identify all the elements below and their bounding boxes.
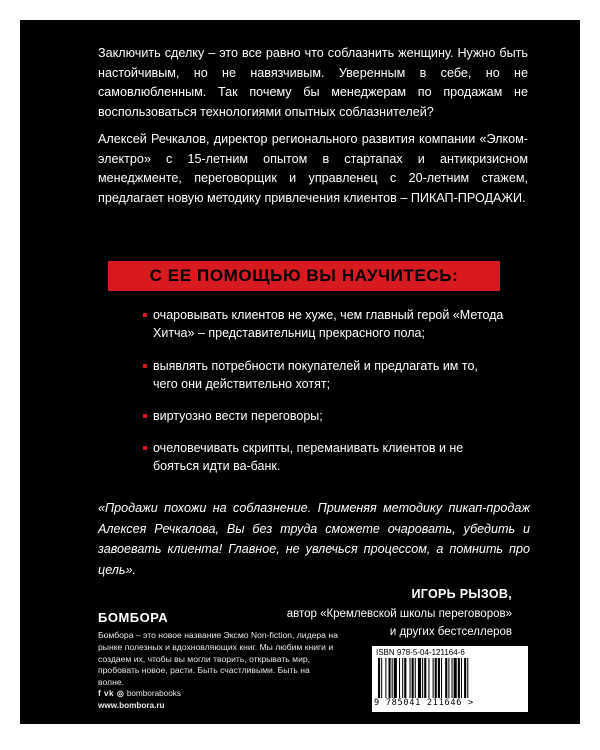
list-item [145, 407, 505, 425]
barcode-bar [418, 658, 421, 698]
social-handle: bomborabooks [126, 689, 181, 698]
list-item [145, 439, 505, 475]
publisher-logo: БОМБОРА [98, 610, 169, 625]
endorsement-quote: «Продажи похожи на соблазнение. Применяя методику пикап-продаж Алексея Речкалова, Вы без труда сможете очаровать, убедить и завоевать клиента! Главное, не увлечься процессом, а помнить про цель». [98, 501, 530, 577]
barcode-bar [385, 658, 386, 698]
barcode-bar [454, 658, 457, 698]
barcode-bar [448, 658, 449, 698]
barcode-bar [404, 658, 406, 698]
barcode-bar [458, 658, 460, 698]
intro-text [98, 44, 528, 208]
barcode-bar [452, 658, 453, 698]
barcode-bar [378, 658, 380, 698]
social-links [98, 688, 181, 699]
barcode-bar [412, 658, 414, 698]
barcode-bar [415, 658, 416, 698]
barcode-bar [392, 658, 393, 698]
barcode-digits: 9 785041 211646 > [374, 698, 474, 708]
barcode-bar [410, 658, 411, 698]
barcode-bar [394, 658, 397, 698]
barcode-bar [464, 658, 466, 698]
list-item-text: очеловечивать скрипты, переманивать клиентов и не бояться идти ва-банк. [153, 441, 464, 473]
red-square-bullet-icon [143, 446, 147, 450]
list-item [145, 357, 505, 393]
skills-banner: С ЕЕ ПОМОЩЬЮ ВЫ НАУЧИТЕСЬ: [108, 261, 500, 291]
social-icons: f vk ◎ [98, 689, 125, 698]
list-item-text: выявлять потребности покупателей и предлагать им то, чего они действительно хотят; [153, 359, 478, 391]
list-item-text: очаровывать клиентов не хуже, чем главный герой «Метода Хитча» – представительниц прекрасного пола; [153, 308, 504, 340]
list-item-text: виртуозно вести переговоры; [153, 409, 323, 423]
red-square-bullet-icon [143, 364, 147, 368]
barcode-bar [422, 658, 423, 698]
author-name: ИГОРЬ РЫЗОВ, [411, 587, 512, 601]
intro-paragraph-2: Алексей Речкалов, директор регионального развития компании «Элком-электро» с 15-летним опытом в стартапах и антикризисном менеджменте, переговорщик и управленец с 20-летним стажем, предлагает новую методику привлечения клиентов – ПИКАП-ПРОДАЖИ. [98, 132, 528, 205]
isbn-label: ISBN 978-5-04-121164-6 [376, 648, 465, 657]
barcode-bar [435, 658, 437, 698]
red-square-bullet-icon [143, 414, 147, 418]
author-role-line-2: и других бестселлеров [389, 626, 512, 638]
barcode-bar [438, 658, 440, 698]
book-back-cover [20, 20, 580, 724]
barcode-bar [389, 658, 391, 698]
list-item [145, 306, 505, 342]
isbn-block [372, 646, 528, 712]
barcode-bar [433, 658, 434, 698]
barcode-bar [467, 658, 468, 698]
barcode-bar [445, 658, 447, 698]
author-role-line-1: автор «Кремлевской школы переговоров» [286, 608, 512, 620]
barcode-bar [399, 658, 400, 698]
barcode-bar [424, 658, 426, 698]
barcode-bar [402, 658, 403, 698]
publisher-description: Бомбора – это новое название Эксмо Non-fiction, лидера на рынке полезных и вдохновляющих книг. Мы любим книги и создаем их, чтобы вы могли творить, открывать мир, пробовать новое, расти. Быть счастливыми. Быть на волне. [98, 630, 338, 688]
barcode-icon [376, 658, 524, 698]
red-square-bullet-icon [143, 313, 147, 317]
publisher-website: www.bombora.ru [98, 701, 165, 710]
barcode-bar [428, 658, 429, 698]
barcode-bar [461, 658, 462, 698]
barcode-bar [441, 658, 442, 698]
intro-paragraph-1: Заключить сделку – это все равно что соблазнить женщину. Нужно быть настойчивым, но не навязчивым. Уверенным в себе, но не самовлюбленным. Так почему бы менеджерам по продажам не воспользоваться технологиями опытных соблазнителей? [98, 46, 528, 119]
skills-list [145, 300, 505, 475]
barcode-bar [381, 658, 382, 698]
